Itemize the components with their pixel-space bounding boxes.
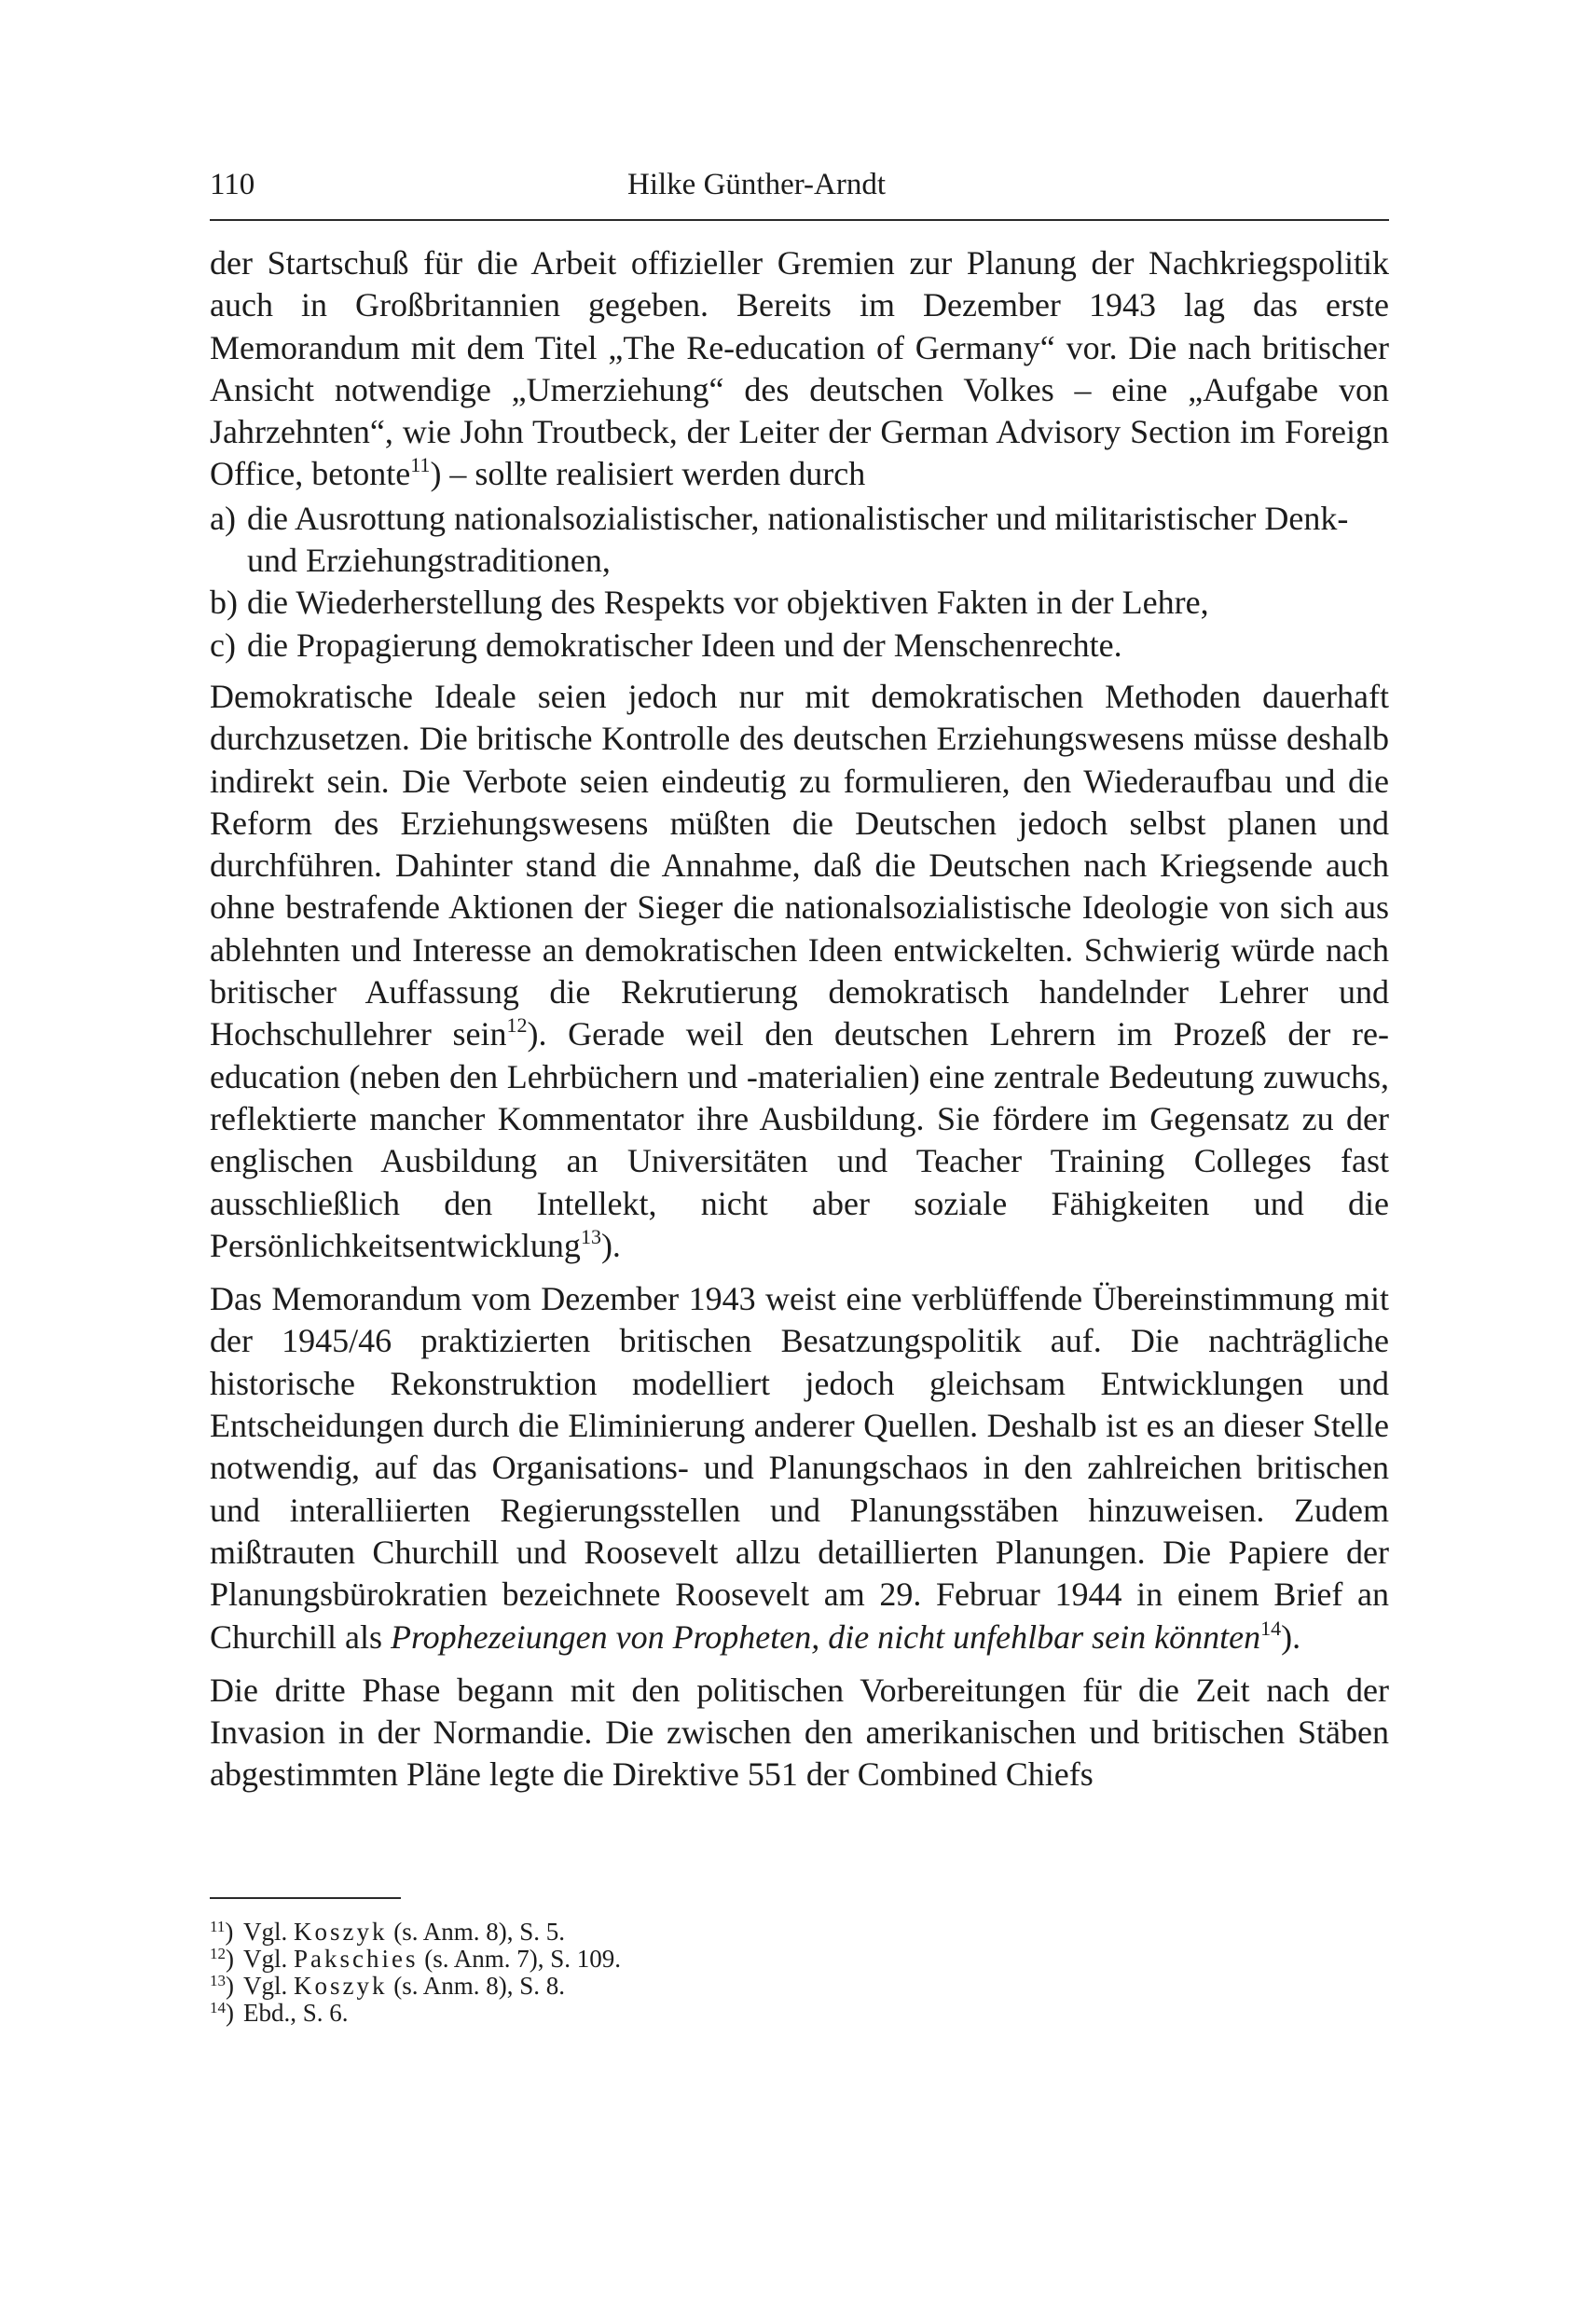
footnote-number: 14 (210, 1999, 226, 2016)
list-item-text: die Ausrottung nationalsozialistischer, nationalistischer und militaristischer Denk- und Erziehungstraditionen, (247, 499, 1349, 580)
footnote-ref-13: 13 (580, 1224, 601, 1248)
page-number: 110 (210, 168, 255, 201)
paragraph-1: der Startschuß für die Arbeit offizieller Gremien zur Planung der Nachkriegspolitik auch in Großbritannien gegeben. Bereits im Dezember 1943 lag das erste Memorandum mit dem Titel „The Re-education of Germany“ vor. Die nach britischer Ansicht notwendige „Umerziehung“ des deutschen Volkes – eine „Aufgabe von Jahrzehnten“, wie John Troutbeck, der Leiter der German Advisory Section im Foreign Office, betonte$^{11}$) – sollte realisiert werden durch (210, 244, 1389, 493)
list-item (210, 582, 1389, 624)
footnotes (210, 1919, 1389, 2027)
footnote-number: 11 (210, 1918, 226, 1935)
paragraph-3: Das Memorandum vom Dezember 1943 weist eine verblüffende Übereinstimmung mit der 1945/46 praktizierten britischen Besatzungspolitik auf. Die nachträgliche historische Rekonstruktion modelliert jedoch gleichsam Entwicklungen und Entscheidungen durch die Eliminierung anderer Quellen. Deshalb ist es an dieser Stelle notwendig, auf das Organisations- und Planungschaos in den zahlreichen britischen und interalliierten Regierungsstellen und Planungsstäben hinzuweisen. Zudem mißtrauten Churchill und Roosevelt allzu detaillierten Planungen. Die Papiere der Planungsbürokratien bezeichnete Roosevelt am 29. Februar 1944 in einem Brief an Churchill als Prophezeiungen von Propheten, die nicht unfehlbar sein könnten$^{14}$). (210, 1280, 1389, 1656)
header-rule (210, 219, 1389, 221)
list-item (210, 625, 1389, 667)
running-head-author: Hilke Günther-Arndt (627, 168, 887, 201)
author-name: Pakschies (294, 1945, 419, 1973)
italic-quote: Prophezeiungen von Propheten, die nicht unfehlbar sein könnten (390, 1617, 1261, 1656)
author-name: Koszyk (294, 1918, 388, 1946)
footnote-rule (210, 1897, 401, 1899)
list-marker: c) (210, 626, 236, 664)
list-marker: b) (210, 584, 238, 622)
footnote-number: 13 (210, 1972, 226, 1989)
footnote: $^{14}$) Ebd., S. 6. (210, 1999, 349, 2027)
list-marker: a) (210, 499, 236, 537)
author-name: Koszyk (294, 1972, 388, 2000)
footnote-ref-12: 12 (506, 1013, 528, 1038)
footnote: $^{12}$) Vgl. Pakschies (s. Anm. 7), S. 109. (210, 1945, 622, 1973)
footnote-ref-14: 14 (1260, 1616, 1282, 1640)
footnote-number: 12 (210, 1945, 226, 1962)
footnote: $^{13}$) Vgl. Koszyk (s. Anm. 8), S. 8. (210, 1972, 566, 2000)
list-item (210, 498, 1389, 583)
list-item-text: die Wiederherstellung des Respekts vor objektiven Fakten in der Lehre, (247, 584, 1209, 622)
footnote: $^{11}$) Vgl. Koszyk (s. Anm. 8), S. 5. (210, 1918, 566, 1946)
paragraph-4: Die dritte Phase begann mit den politischen Vorbereitungen für die Zeit nach der Invasion in der Normandie. Die zwischen den amerikanischen und britischen Stäben abgestimmten Pläne legte die Direktive 551 der Combined Chiefs (210, 1671, 1389, 1794)
paragraph-2: Demokratische Ideale seien jedoch nur mit demokratischen Methoden dauerhaft durchzusetzen. Die britische Kontrolle des deutschen Erziehungswesens müsse deshalb indirekt sein. Die Verbote seien eindeutig zu formulieren, den Wiederaufbau und die Reform des Erziehungswesens müßten die Deutschen jedoch selbst planen und durchführen. Dahinter stand die Annahme, daß die Deutschen nach Kriegsende auch ohne bestrafende Aktionen der Sieger die nationalsozialistische Ideologie von sich aus ablehnten und Interesse an demokratischen Ideen entwickelten. Schwierig würde nach britischer Auffassung die Rekrutierung demokratisch handelnder Lehrer und Hochschullehrer sein$^{12}$). Gerade weil den deutschen Lehrern im Prozeß der re-education (neben den Lehrbüchern und -materialien) eine zentrale Bedeutung zuwuchs, reflektierte mancher Kommentator ihre Ausbildung. Sie fördere im Gegensatz zu der englischen Ausbildung an Universitäten und Teacher Training Colleges fast ausschließlich den Intellekt, nicht aber soziale Fähigkeiten und die Persönlichkeitsentwicklung$^{13}$). (210, 677, 1389, 1264)
footnote-ref-11: 11 (410, 453, 431, 477)
list-item-text: die Propagierung demokratischer Ideen und der Menschenrechte. (247, 626, 1122, 664)
main-text (210, 242, 1389, 1796)
goals-list (210, 498, 1389, 667)
